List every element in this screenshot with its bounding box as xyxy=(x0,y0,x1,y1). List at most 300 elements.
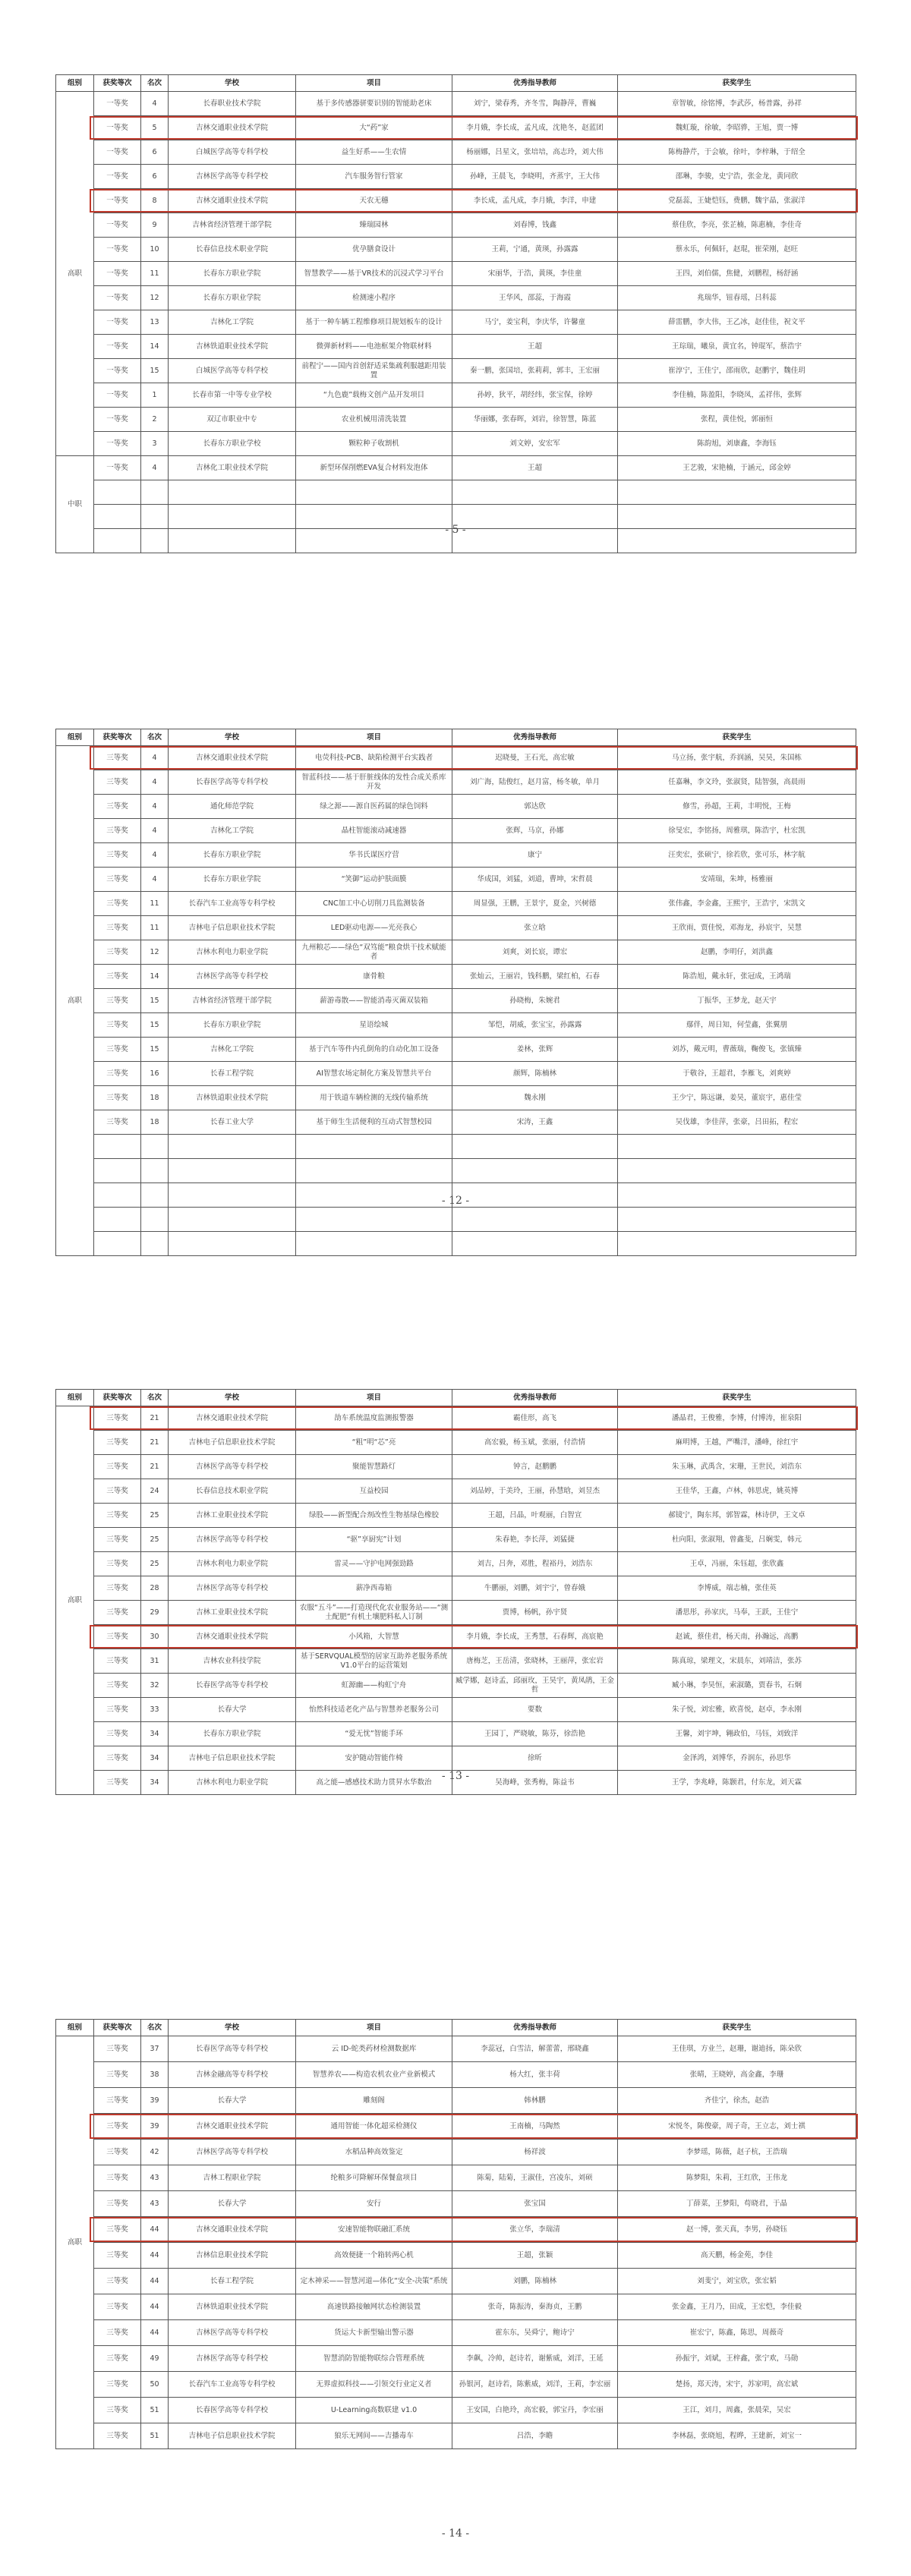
empty-cell xyxy=(452,1232,618,1256)
page-number: - 12 - xyxy=(441,1195,470,1207)
table-row xyxy=(56,2191,856,2217)
student-cell: 于敬谷，王超君，李雁飞，刘爽婷 xyxy=(618,1062,856,1086)
column-header: 项目 xyxy=(296,729,452,746)
project-cell: 颗粒种子收割机 xyxy=(296,432,452,456)
empty-cell xyxy=(94,1232,141,1256)
empty-cell xyxy=(452,480,618,505)
project-cell: 微弹新材料——电池框架介物联材料 xyxy=(296,335,452,359)
teacher-cell: 刘爽，刘长宸，谭宏 xyxy=(452,940,618,965)
award-level-cell: 三等奖 xyxy=(94,1528,141,1552)
empty-cell xyxy=(169,480,296,505)
award-level-cell: 三等奖 xyxy=(94,2165,141,2191)
project-cell: 定木神采——智慧河道—体化“安全-决策”系统 xyxy=(296,2269,452,2294)
table-row xyxy=(56,1431,856,1455)
school-cell: 吉林医学高等专科学校 xyxy=(169,165,296,189)
rank-cell: 6 xyxy=(141,140,169,165)
project-cell: 安护随动智能作椅 xyxy=(296,1746,452,1771)
teacher-cell: 迟晓曼，王石光，高宏敏 xyxy=(452,746,618,770)
table-row xyxy=(56,1674,856,1698)
teacher-cell: 臧学娜，赵诗孟，邱丽玫，王昊宇，黄凤鹃，王金哲 xyxy=(452,1674,618,1698)
school-cell: 吉林医学高等专科学校 xyxy=(169,2346,296,2372)
project-cell: 新型环保削燃EVA复合材料发泡体 xyxy=(296,456,452,480)
student-cell: 修雪，孙超，王莉，丰明悦，王梅 xyxy=(618,795,856,819)
project-cell: 星语绘城 xyxy=(296,1013,452,1038)
student-cell: 丁振华，王梦龙，赵天宇 xyxy=(618,989,856,1013)
empty-cell xyxy=(452,1208,618,1232)
student-cell: 李佳楠，陈盈阳，李晓凤，孟祥伟，张辉 xyxy=(618,383,856,408)
project-cell: 安速智能物联融汇系统 xyxy=(296,2217,452,2243)
teacher-cell: 韩林鹏 xyxy=(452,2088,618,2114)
teacher-cell: 王安国，白艳玲，高宏毅，郭宝丹，李宏丽 xyxy=(452,2398,618,2423)
teacher-cell: 吴海峰，张秀梅，陈益韦 xyxy=(452,1771,618,1795)
column-header: 学校 xyxy=(169,75,296,92)
school-cell: 吉林电子信息职业技术学院 xyxy=(169,1746,296,1771)
student-cell: 陈真琼，梁理文，宋晨东，刘靖洁，张苏 xyxy=(618,1649,856,1674)
award-level-cell: 三等奖 xyxy=(94,1552,141,1576)
school-cell: 吉林省经济管理干部学院 xyxy=(169,989,296,1013)
rank-cell: 25 xyxy=(141,1528,169,1552)
empty-cell xyxy=(169,1208,296,1232)
table-row xyxy=(56,262,856,286)
award-table xyxy=(55,729,856,1256)
rank-cell: 18 xyxy=(141,1086,169,1110)
award-level-cell: 三等奖 xyxy=(94,892,141,916)
teacher-cell: 刘广海，陆俊红，赵月富，杨冬敏，单月 xyxy=(452,770,618,795)
table-row xyxy=(56,1698,856,1722)
student-cell: 马立扬，张宇航，乔润涵，吴昊，朱国栋 xyxy=(618,746,856,770)
rank-cell: 34 xyxy=(141,1722,169,1746)
teacher-cell: 李月娥，李长成，王秀慧，石春辉，高宸艳 xyxy=(452,1625,618,1649)
school-cell: 吉林水利电力职业学院 xyxy=(169,940,296,965)
rank-cell: 34 xyxy=(141,1771,169,1795)
student-cell: 宋悦冬，陈俊豪，周子奇，王立志，刘士祺 xyxy=(618,2114,856,2140)
award-level-cell: 三等奖 xyxy=(94,2243,141,2269)
rank-cell: 15 xyxy=(141,359,169,383)
rank-cell: 14 xyxy=(141,965,169,989)
school-cell: 吉林水利电力职业学院 xyxy=(169,1552,296,1576)
school-cell: 长春东方职业学校 xyxy=(169,432,296,456)
teacher-cell: 刘春博，钱鑫 xyxy=(452,213,618,238)
rank-cell: 33 xyxy=(141,1698,169,1722)
project-cell: 农业机械用清洗装置 xyxy=(296,408,452,432)
table-row xyxy=(56,92,856,116)
group-cell: 高职 xyxy=(56,92,94,456)
column-header: 组别 xyxy=(56,2020,94,2036)
project-cell: 虹源幽——构虹宁舟 xyxy=(296,1674,452,1698)
rank-cell: 43 xyxy=(141,2191,169,2217)
school-cell: 吉林医学高等专科学校 xyxy=(169,1455,296,1479)
teacher-cell: 王超，吕晶，叶观丽，白智宣 xyxy=(452,1504,618,1528)
teacher-cell: 王超，张颖 xyxy=(452,2243,618,2269)
table-row xyxy=(56,1232,856,1256)
rank-cell: 30 xyxy=(141,1625,169,1649)
award-level-cell: 三等奖 xyxy=(94,1431,141,1455)
student-cell: 王欣雨，贾佳悦，邓海龙，孙宸宇，吴慧 xyxy=(618,916,856,940)
student-cell: 齐佳宁，徐杰，赵浩 xyxy=(618,2088,856,2114)
project-cell: 智慧养农——构造农机农业产业新模式 xyxy=(296,2062,452,2088)
school-cell: 白城医学高等专科学校 xyxy=(169,140,296,165)
empty-cell xyxy=(169,1135,296,1159)
school-cell: 长春医学高等专科学校 xyxy=(169,2036,296,2062)
award-level-cell: 三等奖 xyxy=(94,2372,141,2398)
award-level-cell: 一等奖 xyxy=(94,310,141,335)
teacher-cell: 张灿云，王丽岩，钱科鹏，梁红柏，石春 xyxy=(452,965,618,989)
rank-cell: 4 xyxy=(141,819,169,843)
group-cell: 中职 xyxy=(56,456,94,553)
student-cell: 李梦瑶，陈薇，赵子杭，王浩瑞 xyxy=(618,2140,856,2165)
empty-cell xyxy=(618,1232,856,1256)
award-level-cell: 一等奖 xyxy=(94,432,141,456)
rank-cell: 51 xyxy=(141,2398,169,2423)
teacher-cell: 要数 xyxy=(452,1698,618,1722)
award-level-cell: 一等奖 xyxy=(94,116,141,140)
student-cell: 王佳华，王鑫，卢林，韩思虎，姚英博 xyxy=(618,1479,856,1504)
school-cell: 吉林工业职业技术学院 xyxy=(169,1504,296,1528)
student-cell: 王江，刘月，周鑫，张晨荣，吴宏 xyxy=(618,2398,856,2423)
teacher-cell: 张辉，马京，孙娜 xyxy=(452,819,618,843)
rank-cell: 37 xyxy=(141,2036,169,2062)
rank-cell: 44 xyxy=(141,2243,169,2269)
student-cell: 王少宁，陈远谦，姜昊，董宸宇，惠佳莹 xyxy=(618,1086,856,1110)
teacher-cell: 李飙，冷帅，赵诗若，谢紫威，刘洋，王延 xyxy=(452,2346,618,2372)
school-cell: 吉林交通职业技术学院 xyxy=(169,2114,296,2140)
student-cell: 楚扬，郑天涛，宋宇，苏家明，高宏斌 xyxy=(618,2372,856,2398)
table-row xyxy=(56,2165,856,2191)
rank-cell: 12 xyxy=(141,286,169,310)
student-cell: 蔡佳欣，李亮，张芷楠，陈惠楠，李佳奇 xyxy=(618,213,856,238)
column-header: 获奖学生 xyxy=(618,729,856,746)
award-level-cell: 一等奖 xyxy=(94,238,141,262)
document-page-13 xyxy=(0,1305,911,1928)
teacher-cell: 杨丽娜，吕星文，张培培，高志玲，刘大伟 xyxy=(452,140,618,165)
highlight-box xyxy=(90,2114,858,2139)
project-cell: 汽车服务智行管家 xyxy=(296,165,452,189)
school-cell: 吉林医学高等专科学校 xyxy=(169,2140,296,2165)
student-cell: 兆瑞华，钮春瑶，吕科蕊 xyxy=(618,286,856,310)
award-level-cell: 一等奖 xyxy=(94,383,141,408)
table-row xyxy=(56,868,856,892)
teacher-cell: 姜林，张辉 xyxy=(452,1038,618,1062)
table-row xyxy=(56,2346,856,2372)
teacher-cell: 牛鹏丽，刘鹏，刘宇宁，曾春娥 xyxy=(452,1576,618,1601)
school-cell: 吉林水利电力职业学院 xyxy=(169,1771,296,1795)
school-cell: 长春东方职业学院 xyxy=(169,286,296,310)
school-cell: 吉林铁道职业技术学院 xyxy=(169,335,296,359)
rank-cell: 51 xyxy=(141,2423,169,2449)
table-header-row xyxy=(56,729,856,746)
rank-cell: 14 xyxy=(141,335,169,359)
column-header: 名次 xyxy=(141,729,169,746)
student-cell: 潘晶君，王俊雅，李博，付博涛，崔泉阳 xyxy=(618,1406,856,1431)
empty-cell xyxy=(618,1208,856,1232)
student-cell: 徐旻宏，李铭扬，周雅琪，陈浩宇，杜宏凯 xyxy=(618,819,856,843)
school-cell: 吉林交通职业技术学院 xyxy=(169,2217,296,2243)
teacher-cell: 康宁 xyxy=(452,843,618,868)
school-cell: 长春医学高等专科学校 xyxy=(169,1674,296,1698)
table-row xyxy=(56,819,856,843)
award-level-cell: 三等奖 xyxy=(94,746,141,770)
school-cell: 吉林电子信息职业技术学院 xyxy=(169,916,296,940)
rank-cell: 15 xyxy=(141,1013,169,1038)
rank-cell: 1 xyxy=(141,383,169,408)
teacher-cell: 王园丁，严晓敏，陈芬，徐浩艳 xyxy=(452,1722,618,1746)
rank-cell: 4 xyxy=(141,868,169,892)
empty-cell xyxy=(452,1135,618,1159)
column-header: 优秀指导教师 xyxy=(452,1390,618,1406)
project-cell: 高之能—感感技术助力贯昇水华数治 xyxy=(296,1771,452,1795)
student-cell: 陈浩旭，戴永轩，张冠成，王鸿瑞 xyxy=(618,965,856,989)
student-cell: 丁薛菜，王梦阳，苟晓君，于晶 xyxy=(618,2191,856,2217)
teacher-cell: 李月娥，李长成，孟凡成，沈艳冬，赵蓝团 xyxy=(452,116,618,140)
table-row xyxy=(56,1722,856,1746)
teacher-cell: 吕浩，李瞻 xyxy=(452,2423,618,2449)
table-row xyxy=(56,1208,856,1232)
highlight-box xyxy=(90,1625,858,1649)
column-header: 学校 xyxy=(169,2020,296,2036)
rank-cell: 39 xyxy=(141,2088,169,2114)
column-header: 组别 xyxy=(56,729,94,746)
student-cell: 吴伐雄，李佳萍，张豪，吕田拓，程宏 xyxy=(618,1110,856,1135)
teacher-cell: 张立晗 xyxy=(452,916,618,940)
table-row xyxy=(56,2062,856,2088)
project-cell: 纶粮多可降解环保餐盒项目 xyxy=(296,2165,452,2191)
table-row xyxy=(56,843,856,868)
rank-cell: 5 xyxy=(141,116,169,140)
student-cell: 高天鹏，杨金苑，李佳 xyxy=(618,2243,856,2269)
table-row xyxy=(56,1086,856,1110)
project-cell: 安行 xyxy=(296,2191,452,2217)
award-level-cell: 三等奖 xyxy=(94,1649,141,1674)
teacher-cell: 刘鹏，陈楠林 xyxy=(452,2269,618,2294)
rank-cell: 8 xyxy=(141,189,169,213)
table-row xyxy=(56,1552,856,1576)
column-header: 获奖等次 xyxy=(94,75,141,92)
rank-cell: 11 xyxy=(141,916,169,940)
student-cell: 蔡永乐，何佩轩，赵琨，崔荣刚，赵旺 xyxy=(618,238,856,262)
school-cell: 吉林交通职业技术学院 xyxy=(169,189,296,213)
student-cell: 陈韵旭，刘康鑫，李海钰 xyxy=(618,432,856,456)
student-cell: 张伟鑫，李金鑫，王熙宇，王浩宇，宋凯文 xyxy=(618,892,856,916)
rank-cell: 4 xyxy=(141,456,169,480)
award-level-cell: 三等奖 xyxy=(94,2217,141,2243)
rank-cell: 28 xyxy=(141,1576,169,1601)
table-row xyxy=(56,965,856,989)
teacher-cell: 李蕊冠，白雪洁，解蕾蕾，邢晓鑫 xyxy=(452,2036,618,2062)
table-row xyxy=(56,1455,856,1479)
award-level-cell: 三等奖 xyxy=(94,2036,141,2062)
rank-cell: 11 xyxy=(141,892,169,916)
project-cell: 益生好系——生农情 xyxy=(296,140,452,165)
table-header-row xyxy=(56,2020,856,2036)
project-cell: 互益校园 xyxy=(296,1479,452,1504)
student-cell: 李林磊，张晓旭，程晔，王建新，刘宝一 xyxy=(618,2423,856,2449)
student-cell: 党磊蕊，王婕恺钰，费鹏，魏宇晶，张淑洋 xyxy=(618,189,856,213)
rank-cell: 16 xyxy=(141,1062,169,1086)
rank-cell: 21 xyxy=(141,1431,169,1455)
table-row xyxy=(56,213,856,238)
column-header: 学校 xyxy=(169,729,296,746)
student-cell: 魏虹璇，徐敏，李昭骅，王旭，贾一博 xyxy=(618,116,856,140)
rank-cell: 4 xyxy=(141,92,169,116)
table-row xyxy=(56,310,856,335)
project-cell: 薪净西毒箱 xyxy=(296,1576,452,1601)
award-level-cell: 三等奖 xyxy=(94,843,141,868)
project-cell: 薪游毒散——智能消毒灭菌双装箱 xyxy=(296,989,452,1013)
award-level-cell: 三等奖 xyxy=(94,2191,141,2217)
student-cell: 王琮瑞，曦泉，黄宜名，钟琨军，蔡浩宇 xyxy=(618,335,856,359)
student-cell: 张晴，王晓婷，高金鑫，李珊 xyxy=(618,2062,856,2088)
project-cell: 优孕膳食设计 xyxy=(296,238,452,262)
student-cell: 赵诚，蔡佳君，杨天南，孙瀚远，高鹏 xyxy=(618,1625,856,1649)
table-row xyxy=(56,238,856,262)
school-cell: 长春大学 xyxy=(169,2191,296,2217)
table-row xyxy=(56,2398,856,2423)
table-row xyxy=(56,1649,856,1674)
award-level-cell: 一等奖 xyxy=(94,92,141,116)
rank-cell: 25 xyxy=(141,1552,169,1576)
project-cell: 货运大卡新型输出警示器 xyxy=(296,2320,452,2346)
school-cell: 长春医学高等专科学校 xyxy=(169,770,296,795)
empty-cell xyxy=(94,480,141,505)
table-row xyxy=(56,335,856,359)
award-level-cell: 三等奖 xyxy=(94,1406,141,1431)
project-cell: 水稻品种高效鉴定 xyxy=(296,2140,452,2165)
rank-cell: 11 xyxy=(141,262,169,286)
award-level-cell: 三等奖 xyxy=(94,1771,141,1795)
project-cell: 前程宁——国内首创舒适采集疏利服越距用装置 xyxy=(296,359,452,383)
student-cell: 杜向阳，张淑翔，曾鑫斐，吕娴雯，韩元 xyxy=(618,1528,856,1552)
school-cell: 长春工程学院 xyxy=(169,2269,296,2294)
school-cell: 长春信息技术职业学院 xyxy=(169,238,296,262)
teacher-cell: 张宝国 xyxy=(452,2191,618,2217)
school-cell: 长春东方职业学院 xyxy=(169,1722,296,1746)
award-level-cell: 三等奖 xyxy=(94,1479,141,1504)
school-cell: 吉林工业职业技术学院 xyxy=(169,1601,296,1625)
rank-cell: 4 xyxy=(141,795,169,819)
school-cell: 长春汽车工业高等专科学校 xyxy=(169,892,296,916)
project-cell: 华书氏谋医疗营 xyxy=(296,843,452,868)
award-level-cell: 三等奖 xyxy=(94,1746,141,1771)
school-cell: 吉林医学高等专科学校 xyxy=(169,965,296,989)
student-cell: 赵鹏，李明仔，刘洪鑫 xyxy=(618,940,856,965)
student-cell: 孙振宇，刘斌，王梓鑫，张宁欢，马勋 xyxy=(618,2346,856,2372)
table-row xyxy=(56,1110,856,1135)
student-cell: 刘苏，戴元明，曹薇瑞，鞠俊飞，张镇臻 xyxy=(618,1038,856,1062)
teacher-cell: 颜辉，陈楠林 xyxy=(452,1062,618,1086)
school-cell: 吉林农业科技学院 xyxy=(169,1649,296,1674)
award-level-cell: 一等奖 xyxy=(94,359,141,383)
rank-cell: 15 xyxy=(141,1038,169,1062)
empty-cell xyxy=(141,1232,169,1256)
teacher-cell: 刘品婷，于美玲，王丽，孙慧晗，刘昱杰 xyxy=(452,1479,618,1504)
school-cell: 吉林工程职业学院 xyxy=(169,2165,296,2191)
school-cell: 吉林交通职业技术学院 xyxy=(169,1406,296,1431)
empty-cell xyxy=(618,1159,856,1183)
table-row xyxy=(56,408,856,432)
project-cell: 基于SERVQUAL模型的居家互助养老服务系统V1.0平台的运营策划 xyxy=(296,1649,452,1674)
student-cell: 崔宏宁，陈鑫，陈思，周薇奇 xyxy=(618,2320,856,2346)
empty-cell xyxy=(618,480,856,505)
table-row xyxy=(56,1479,856,1504)
award-level-cell: 三等奖 xyxy=(94,1601,141,1625)
teacher-cell: 徐昕 xyxy=(452,1746,618,1771)
award-level-cell: 三等奖 xyxy=(94,1038,141,1062)
student-cell: 李博威，端志楠，张佳英 xyxy=(618,1576,856,1601)
rank-cell: 44 xyxy=(141,2294,169,2320)
award-level-cell: 三等奖 xyxy=(94,965,141,989)
rank-cell: 39 xyxy=(141,2114,169,2140)
column-header: 学校 xyxy=(169,1390,296,1406)
award-level-cell: 一等奖 xyxy=(94,189,141,213)
teacher-cell: 贾博，杨帆，孙宇贤 xyxy=(452,1601,618,1625)
teacher-cell: 杨大红，张丰荷 xyxy=(452,2062,618,2088)
table-row xyxy=(56,2036,856,2062)
project-cell: 无界虚拟科技——引领交行业定义者 xyxy=(296,2372,452,2398)
document-page-12 xyxy=(0,653,911,1305)
teacher-cell: 王超 xyxy=(452,456,618,480)
award-level-cell: 三等奖 xyxy=(94,2346,141,2372)
empty-cell xyxy=(618,1135,856,1159)
table-row xyxy=(56,940,856,965)
award-level-cell: 三等奖 xyxy=(94,2294,141,2320)
school-cell: 吉林铁道职业技术学院 xyxy=(169,2294,296,2320)
school-cell: 吉林信息职业技术学院 xyxy=(169,2243,296,2269)
column-header: 获奖等次 xyxy=(94,729,141,746)
rank-cell: 29 xyxy=(141,1601,169,1625)
rank-cell: 12 xyxy=(141,940,169,965)
student-cell: 陈梦阳，朱莉，王红欣，王伟龙 xyxy=(618,2165,856,2191)
empty-cell xyxy=(452,1159,618,1183)
column-header: 名次 xyxy=(141,2020,169,2036)
table-row xyxy=(56,432,856,456)
column-header: 获奖学生 xyxy=(618,1390,856,1406)
school-cell: 吉林电子信息职业技术学院 xyxy=(169,2423,296,2449)
project-cell: 天农无穗 xyxy=(296,189,452,213)
table-row xyxy=(56,916,856,940)
project-cell: U-Learning高数联建 v1.0 xyxy=(296,2398,452,2423)
school-cell: 白城医学高等专科学校 xyxy=(169,359,296,383)
table-row xyxy=(56,140,856,165)
project-cell: 基于汽车等件内孔倒角的自动化加工设备 xyxy=(296,1038,452,1062)
award-level-cell: 三等奖 xyxy=(94,2320,141,2346)
empty-cell xyxy=(94,1159,141,1183)
teacher-cell: 孙峰，王晨飞，李晓明，齐蒸宇，王大伟 xyxy=(452,165,618,189)
school-cell: 双辽市职业中专 xyxy=(169,408,296,432)
award-level-cell: 三等奖 xyxy=(94,795,141,819)
teacher-cell: 王超 xyxy=(452,335,618,359)
school-cell: 长春东方职业学院 xyxy=(169,868,296,892)
table-row xyxy=(56,2269,856,2294)
table-row xyxy=(56,2088,856,2114)
empty-cell xyxy=(169,1232,296,1256)
rank-cell: 25 xyxy=(141,1504,169,1528)
school-cell: 吉林化工学院 xyxy=(169,819,296,843)
project-cell: 大“药”家 xyxy=(296,116,452,140)
table-header-row xyxy=(56,75,856,92)
teacher-cell: 华成国，刘猛，刘道，曹坤，宋哲晨 xyxy=(452,868,618,892)
teacher-cell: 霸佳形，高飞 xyxy=(452,1406,618,1431)
award-level-cell: 三等奖 xyxy=(94,2088,141,2114)
award-level-cell: 三等奖 xyxy=(94,1455,141,1479)
teacher-cell: 唐梅芝，王岳清，张晓林，王丽萍，张宏岩 xyxy=(452,1649,618,1674)
table-row xyxy=(56,2243,856,2269)
school-cell: 通化师范学院 xyxy=(169,795,296,819)
project-cell: 云 ID-蛇类药材检测数据库 xyxy=(296,2036,452,2062)
student-cell: 张程，黄佳悦，郭丽恒 xyxy=(618,408,856,432)
student-cell: 赵一博，张天真，李男，孙晓钰 xyxy=(618,2217,856,2243)
highlight-box xyxy=(90,1406,858,1430)
award-level-cell: 三等奖 xyxy=(94,1504,141,1528)
